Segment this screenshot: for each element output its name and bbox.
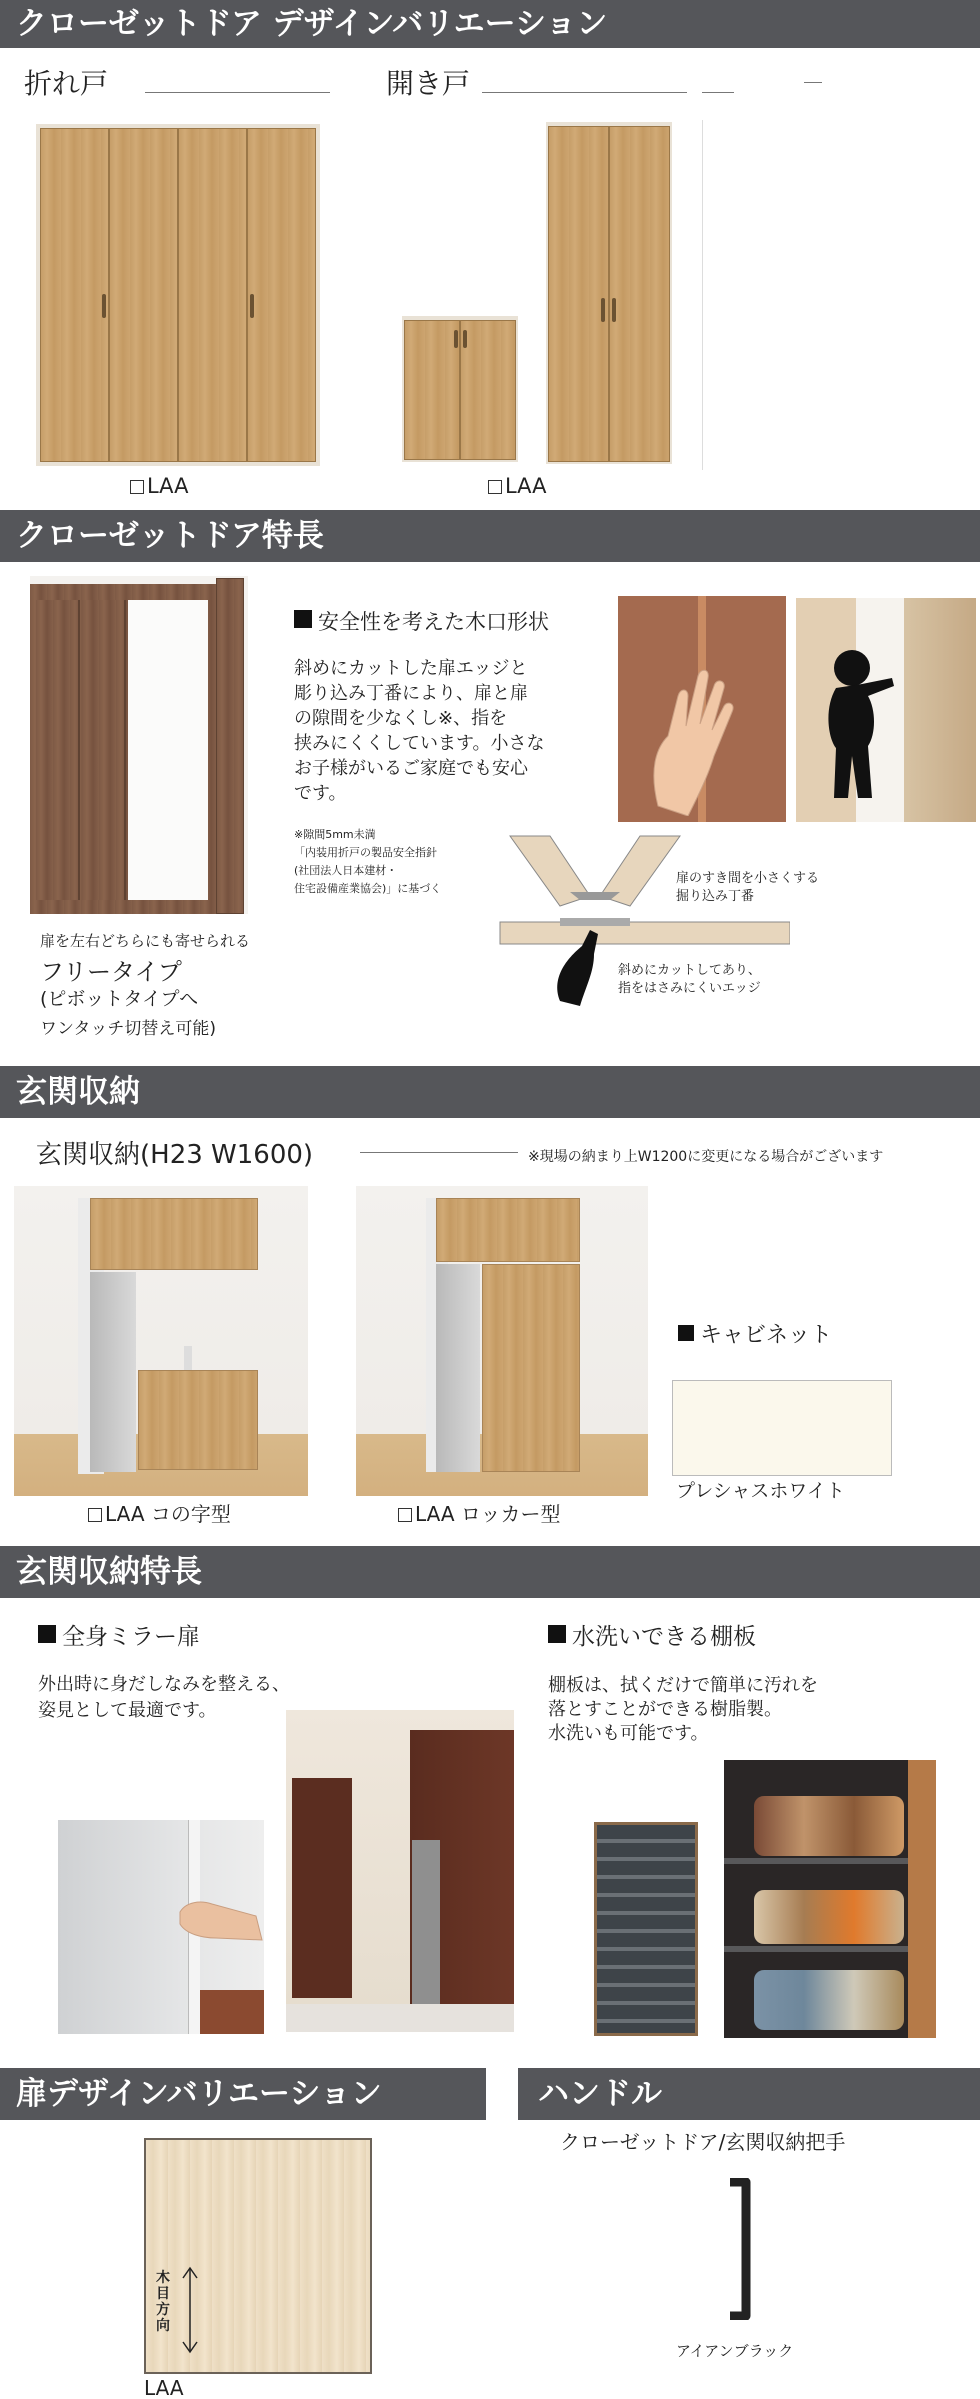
hinged-label-rule [482, 92, 687, 93]
checkbox-square-icon [88, 1508, 102, 1522]
door-swatch-caption: LAA [144, 2376, 184, 2399]
hand-icon [638, 656, 748, 816]
safety-title: 安全性を考えた木口形状 [294, 606, 549, 636]
closet-opening [128, 600, 208, 900]
mirror-door [436, 1264, 480, 1472]
shoes-row-1 [754, 1796, 904, 1856]
diagram-label-line: 斜めにカットしてあり、 [618, 963, 761, 978]
safety-body-line: の隙間を少なくし※、指を [294, 708, 508, 729]
closet-folded-panel [216, 578, 244, 914]
safety-body-line: 彫り込み丁番により、扉と扉 [294, 683, 528, 704]
folding-panel-4 [247, 128, 316, 462]
diagram-label-line: 指をはさみにくいエッジ [618, 981, 761, 996]
folding-panel-2 [109, 128, 178, 462]
door-wood-swatch [144, 2138, 372, 2374]
tall-door-handle-l [601, 298, 605, 322]
folding-handle-right [250, 294, 254, 318]
mirror-feature-title: 全身ミラー扉 [38, 1618, 200, 1651]
black-square-bullet-icon [294, 610, 312, 628]
free-type-sub1: (ピボットタイプへ [40, 988, 199, 1010]
shelf-line-1 [724, 1858, 908, 1864]
safety-note-line: 住宅設備産業協会)」に基づく [294, 882, 442, 895]
checkbox-square-icon [130, 480, 144, 494]
tall-door-right [609, 126, 670, 462]
child-door-photo [796, 598, 976, 822]
free-type-closet-photo [30, 576, 248, 914]
section-header-design-variation: クローゼットドア デザインバリエーション [0, 0, 980, 48]
entrance-title-rule [360, 1152, 518, 1153]
free-type-title: フリータイプ [40, 958, 182, 986]
safety-body-line: です。 [294, 783, 347, 804]
mirror-feature-body [38, 1672, 290, 1724]
grain-direction-label: 木目方向 [156, 2270, 170, 2334]
hinged-tall-door-image [546, 122, 672, 464]
vase-decor [184, 1346, 192, 1370]
double-arrow-icon [180, 2264, 200, 2356]
hand-door-photo [618, 596, 786, 822]
hand-icon [176, 1894, 264, 1954]
shoes-row-3 [754, 1970, 904, 2030]
entrance-mirror-panel [412, 1840, 440, 2006]
black-square-bullet-icon [678, 1325, 694, 1341]
hinged-door-label: 開き戸 [386, 67, 471, 100]
hinged-label-rule-3 [804, 82, 822, 83]
safety-body-line: お子様がいるご家庭でも安心 [294, 758, 528, 779]
tall-door-left [548, 126, 609, 462]
entrance-note: ※現場の納まり上W1200に変更になる場合がございます [528, 1149, 884, 1165]
folding-caption: LAA [130, 474, 189, 498]
hinged-caption: LAA [488, 474, 547, 498]
hinged-label-rule-2 [702, 92, 734, 93]
upper-cabinet [90, 1198, 258, 1270]
free-type-sub2: ワンタッチ切替え可能) [40, 1019, 216, 1039]
handle-caption: アイアンブラック [676, 2342, 794, 2360]
section-header-features: クローゼットドア特長 [0, 510, 980, 562]
shelf-feature-title: 水洗いできる棚板 [548, 1618, 756, 1651]
shoe-cabinet-side [908, 1760, 936, 2038]
mirror-body-line: 外出時に身だしなみを整える、 [38, 1674, 290, 1695]
small-door-left [404, 320, 460, 460]
safety-body [294, 656, 545, 806]
folding-door-image [36, 124, 320, 466]
shelf-line-2 [724, 1946, 908, 1952]
mirror-body-line: 姿見として最適です。 [38, 1700, 217, 1721]
entrance-floor [286, 2004, 514, 2032]
mirror-door [90, 1272, 136, 1472]
tall-door-handle-r [612, 298, 616, 322]
safety-note-line: 「内装用折戸の製品安全指針 [294, 846, 437, 859]
shoes-row-2 [754, 1890, 904, 1944]
safety-note [294, 826, 441, 898]
mirror-entrance-photo [286, 1710, 514, 2032]
diagram-label-2 [618, 962, 761, 998]
folding-panel-3 [178, 128, 247, 462]
locker-cabinet [482, 1264, 580, 1472]
diagram-label-line: 扉のすき間を小さくする [676, 871, 820, 886]
closet-panel-1 [36, 600, 80, 900]
mirror-hand-photo [58, 1820, 264, 2034]
door-bottom-wood [200, 1990, 264, 2034]
small-door-handle-l [454, 330, 458, 348]
entrance-title: 玄関収納(H23 W1600) [36, 1140, 314, 1170]
safety-note-line: ※隙間5mm未満 [294, 828, 376, 841]
safety-body-line: 斜めにカットした扉エッジと [294, 658, 528, 679]
shelf-body-line: 落とすことができる樹脂製。 [548, 1699, 782, 1720]
safety-note-line: (社団法人日本建材・ [294, 864, 398, 877]
free-type-small-text: 扉を左右どちらにも寄せられる [40, 932, 251, 950]
folding-door-label: 折れ戸 [24, 67, 109, 100]
diagram-label-line: 掘り込み丁番 [676, 889, 755, 904]
diagram-label-1 [676, 870, 819, 906]
door-edge-wood [904, 598, 976, 822]
shelf-board-photo [594, 1822, 698, 2036]
section-header-handle: ハンドル [518, 2068, 980, 2120]
upper-cabinet [436, 1198, 580, 1262]
checkbox-square-icon [398, 1508, 412, 1522]
shelf-feature-body [548, 1674, 818, 1746]
section-header-entrance-features: 玄関収納特長 [0, 1546, 980, 1598]
handle-subtitle: クローゼットドア/玄関収納把手 [560, 2130, 846, 2154]
shelf-body-line: 棚板は、拭くだけで簡単に汚れを [548, 1675, 818, 1696]
closet-panel-2 [82, 600, 126, 900]
checkbox-square-icon [488, 480, 502, 494]
safety-body-line: 挟みにくくしています。小さな [294, 733, 545, 754]
shelf-slats [597, 1825, 695, 2033]
section-header-entrance-storage: 玄関収納 [0, 1066, 980, 1118]
small-door-right [460, 320, 516, 460]
child-silhouette-icon [814, 638, 904, 808]
shelf-body-line: 水洗いも可能です。 [548, 1723, 709, 1744]
folding-label-rule [145, 92, 330, 93]
entrance-u-shape-photo [14, 1186, 308, 1496]
black-square-bullet-icon [548, 1625, 566, 1643]
section-header-door-design: 扉デザインバリエーション [0, 2068, 486, 2120]
cabinet-color-swatch [672, 1380, 892, 1476]
black-square-bullet-icon [38, 1625, 56, 1643]
vertical-divider [702, 120, 703, 470]
bar-handle-icon [720, 2178, 760, 2320]
cabinet-label: キャビネット [678, 1318, 832, 1349]
entrance-door [292, 1778, 352, 1998]
entrance-caption-2: LAA ロッカー型 [398, 1498, 560, 1527]
lower-cabinet [138, 1370, 258, 1470]
folding-handle-left [102, 294, 106, 318]
hinged-small-door-image [402, 316, 518, 462]
folding-panel-1 [40, 128, 109, 462]
entrance-locker-photo [356, 1186, 648, 1496]
entrance-caption-1: LAA コの字型 [88, 1498, 231, 1527]
small-door-handle-r [463, 330, 467, 348]
cabinet-swatch-name: プレシャスホワイト [676, 1480, 845, 1502]
shoe-shelf-photo [724, 1760, 936, 2038]
